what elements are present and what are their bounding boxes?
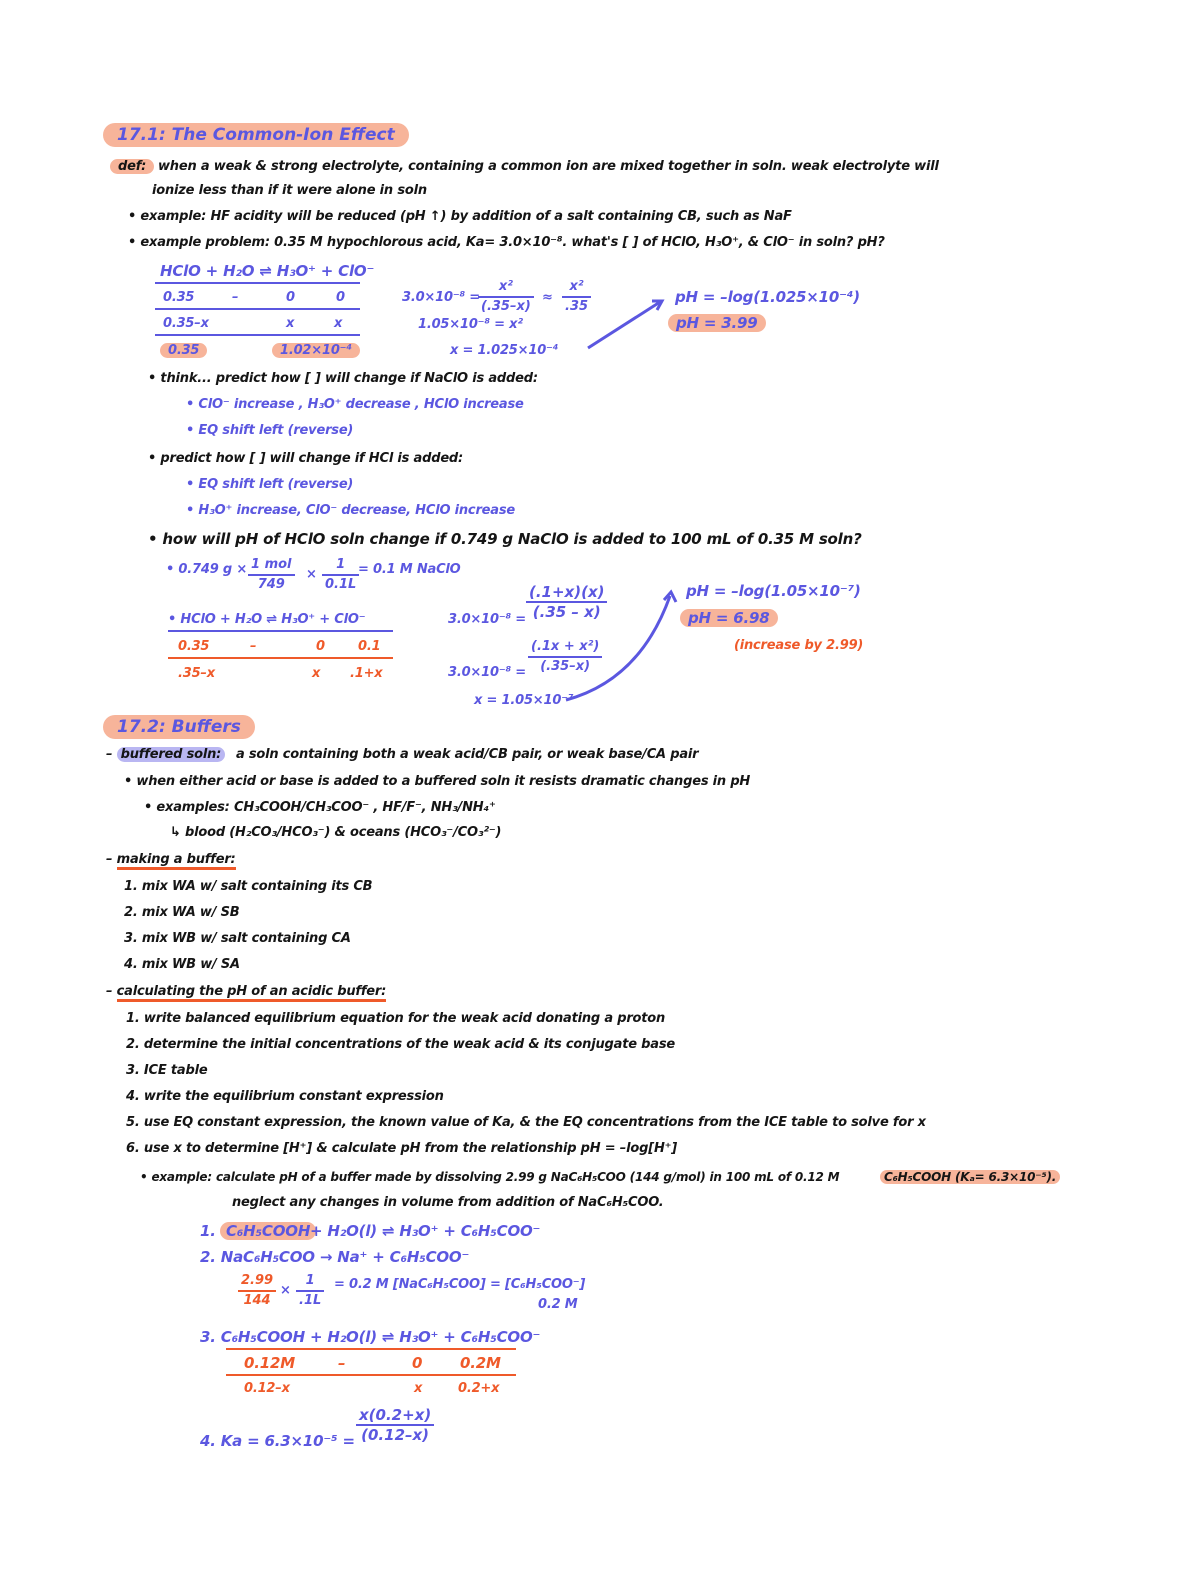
definition-line-2: ionize less than if it were alone in soln [152, 183, 427, 198]
ph2-equation: pH = –log(1.05×10⁻⁷) [686, 582, 861, 600]
buffer-blood: ↳ blood (H₂CO₃/HCO₃⁻) & oceans (HCO₃⁻/CO₃²⁻) [170, 825, 502, 840]
step2-fraction-2 [296, 1272, 324, 1310]
example-problem: • example problem: 0.35 M hypochlorous acid, Ka= 3.0×10⁻⁸. what's [ ] of HClO, H₃O⁺, & ClO⁻ in soln? pH? [128, 235, 885, 250]
how-ph-prompt: • how will pH of HClO soln change if 0.749 g NaClO is added to 100 mL of 0.35 M soln? [148, 530, 862, 548]
calc-step-4: 4. write the equilibrium constant expression [126, 1089, 444, 1104]
ice2-reaction: • HClO + H₂O ⇌ H₃O⁺ + ClO⁻ [168, 612, 366, 627]
think-answer-b: • EQ shift left (reverse) [186, 423, 354, 438]
making-step-1: 1. mix WA w/ salt containing its CB [124, 879, 373, 894]
buffer-example-line2: neglect any changes in volume from addition of NaC₆H₅COO. [232, 1195, 664, 1210]
calc-step-3: 3. ICE table [126, 1063, 208, 1078]
mass-times: × [306, 567, 317, 582]
ph2-note: (increase by 2.99) [734, 638, 864, 653]
predict-answer-b: • H₃O⁺ increase, ClO⁻ decrease, HClO increase [186, 503, 515, 518]
making-step-2: 2. mix WA w/ SB [124, 905, 240, 920]
ice1-r1-c1: 0.35 [163, 290, 195, 305]
calc-step-1: 1. write balanced equilibrium equation for the weak acid donating a proton [126, 1011, 666, 1026]
step2-result: = 0.2 M [NaC₆H₅COO] = [C₆H₅COO⁻] [334, 1277, 586, 1292]
step2-times: × [280, 1283, 291, 1298]
ice3-r1-c3: 0 [412, 1354, 423, 1372]
ice2-r1-c2: – [250, 639, 257, 654]
calc-term-wrap: – calculating the pH of an acidic buffer: [106, 983, 386, 1001]
making-step-3: 3. mix WB w/ salt containing CA [124, 931, 351, 946]
step4-ka: 4. Ka = 6.3×10⁻⁵ = [200, 1432, 355, 1450]
ice2-r2-c4: .1+x [350, 666, 383, 681]
ice1-r2-c1: 0.35–x [163, 316, 209, 331]
making-step-4: 4. mix WB w/ SA [124, 957, 240, 972]
making-buffer-term: making a buffer: [117, 852, 236, 870]
arrow-ph1 [588, 302, 660, 348]
ice3-r2-c3: x [414, 1381, 423, 1396]
calc-step-5: 5. use EQ constant expression, the known value of Ka, & the EQ concentrations from the ICE table to solve for x [126, 1115, 926, 1130]
example-hf: • example: HF acidity will be reduced (pH ↑) by addition of a salt containing CB, such as NaF [128, 209, 792, 224]
definition-line-1: when a weak & strong electrolyte, containing a common ion are mixed together in soln. weak electrolyte will [158, 159, 939, 174]
calc-step-6: 6. use x to determine [H⁺] & calculate pH from the relationship pH = –log[H⁺] [126, 1141, 678, 1156]
ph2-answer: pH = 6.98 [680, 609, 778, 627]
calc1-approx: ≈ [542, 290, 553, 305]
calc-acidic-buffer-term: calculating the pH of an acidic buffer: [117, 984, 387, 1002]
buffer-note: • when either acid or base is added to a buffered soln it resists dramatic changes in pH [124, 774, 751, 789]
buffered-soln-term: buffered soln: [117, 747, 226, 762]
step2-result-2: 0.2 M [538, 1297, 578, 1312]
ice2-r2-c3: x [312, 666, 321, 681]
making-term-wrap: – making a buffer: [106, 851, 236, 869]
calc2-f2-num: (.1x + x²) [528, 638, 602, 658]
mass-f1-num: 1 mol [248, 556, 295, 576]
arrow-ph2 [566, 596, 670, 700]
buffer-example-highlight: C₆H₅COOH (Kₐ= 6.3×10⁻⁵). [880, 1170, 1060, 1184]
calc1-line3: x = 1.025×10⁻⁴ [450, 343, 559, 358]
ice1-r2-c3: x [286, 316, 295, 331]
step3-reaction: 3. C₆H₅COOH + H₂O(l) ⇌ H₃O⁺ + C₆H₅COO⁻ [200, 1328, 541, 1346]
ice3-r1-c2: – [338, 1354, 346, 1372]
step1-number: 1. [200, 1222, 216, 1240]
buffer-examples: • examples: CH₃COOH/CH₃COO⁻ , HF/F⁻, NH₃/NH₄⁺ [144, 800, 496, 815]
ice1-reaction: HClO + H₂O ⇌ H₃O⁺ + ClO⁻ [160, 262, 375, 280]
step1-acid: C₆H₅COOH [220, 1222, 316, 1240]
ice1-r1-c2: – [232, 290, 239, 305]
ice3-rule-2 [226, 1374, 516, 1376]
think-answer-a: • ClO⁻ increase , H₃O⁺ decrease , HClO increase [186, 397, 524, 412]
calc2-f2-den: (.35–x) [540, 659, 591, 674]
step2-f2-num: 1 [296, 1272, 324, 1292]
ice2-r1-c3: 0 [316, 639, 325, 654]
ice2-r1-c4: 0.1 [358, 639, 381, 654]
calc1-line1-left: 3.0×10⁻⁸ = [402, 290, 480, 305]
section-heading-17-2: 17.2: Buffers [103, 715, 255, 739]
ice2-r2-c1: .35–x [178, 666, 215, 681]
calc2-f1-num: (.1+x)(x) [526, 583, 607, 603]
mass-pre: • 0.749 g × [166, 562, 248, 577]
step2-f2-den: .1L [299, 1293, 322, 1308]
calc1-f2-num: x² [562, 278, 591, 298]
calc2-line3: x = 1.05×10⁻⁷ [474, 693, 574, 708]
step4-den: (0.12–x) [361, 1426, 430, 1444]
calc-step-2: 2. determine the initial concentrations of the weak acid & its conjugate base [126, 1037, 675, 1052]
step4-num: x(0.2+x) [356, 1406, 434, 1426]
mass-f1-den: 749 [257, 577, 285, 592]
ice1-r3-c1: 0.35 [160, 343, 207, 358]
calc2-f1-den: (.35 – x) [532, 603, 601, 621]
ice3-r1-c4: 0.2M [460, 1354, 501, 1372]
calc1-f2-den: .35 [565, 299, 589, 314]
predict-prompt: • predict how [ ] will change if HCl is added: [148, 451, 464, 466]
step2-f1-num: 2.99 [238, 1272, 276, 1292]
ice2-r1-c1: 0.35 [178, 639, 210, 654]
mass-f2-num: 1 [322, 556, 359, 576]
buffered-term-wrap: – buffered soln: [106, 746, 225, 764]
section-heading-17-1: 17.1: The Common-Ion Effect [103, 123, 409, 147]
think-prompt: • think... predict how [ ] will change if NaClO is added: [148, 371, 538, 386]
calc1-line2: 1.05×10⁻⁸ = x² [418, 317, 523, 332]
ice1-r2-c4: x [334, 316, 343, 331]
ice3-r2-c1: 0.12–x [244, 1381, 290, 1396]
ice3-r1-c1: 0.12M [244, 1354, 295, 1372]
ice3-rule-1 [226, 1348, 516, 1350]
ice3-r2-c4: 0.2+x [458, 1381, 500, 1396]
step2-fraction-1 [238, 1272, 276, 1310]
mass-f2-den: 0.1L [325, 577, 357, 592]
ice1-r1-c4: 0 [336, 290, 345, 305]
calc1-f1-num: x² [478, 278, 534, 298]
ice1-r3-c3: 1.02×10⁻⁴ [272, 343, 360, 358]
ph1-equation: pH = –log(1.025×10⁻⁴) [675, 288, 860, 306]
mass-result: = 0.1 M NaClO [358, 562, 461, 577]
calc1-f1-den: (.35–x) [481, 299, 531, 314]
buffered-definition: a soln containing both a weak acid/CB pair, or weak base/CA pair [236, 747, 699, 762]
step4-fraction [356, 1406, 434, 1444]
predict-answer-a: • EQ shift left (reverse) [186, 477, 354, 492]
ph1-answer: pH = 3.99 [668, 314, 766, 332]
buffer-example-line1: • example: calculate pH of a buffer made by dissolving 2.99 g NaC₆H₅COO (144 g/mol) in 100 mL of 0.12 M [140, 1170, 840, 1184]
step2-f1-den: 144 [243, 1293, 271, 1308]
step1-reaction: + H₂O(l) ⇌ H₃O⁺ + C₆H₅COO⁻ [310, 1222, 541, 1240]
calc2-line2-left: 3.0×10⁻⁸ = [448, 665, 526, 680]
calc2-line1-left: 3.0×10⁻⁸ = [448, 612, 526, 627]
step2-dissociation: 2. NaC₆H₅COO → Na⁺ + C₆H₅COO⁻ [200, 1248, 470, 1266]
def-label: def: [110, 159, 154, 174]
ice1-r1-c3: 0 [286, 290, 295, 305]
